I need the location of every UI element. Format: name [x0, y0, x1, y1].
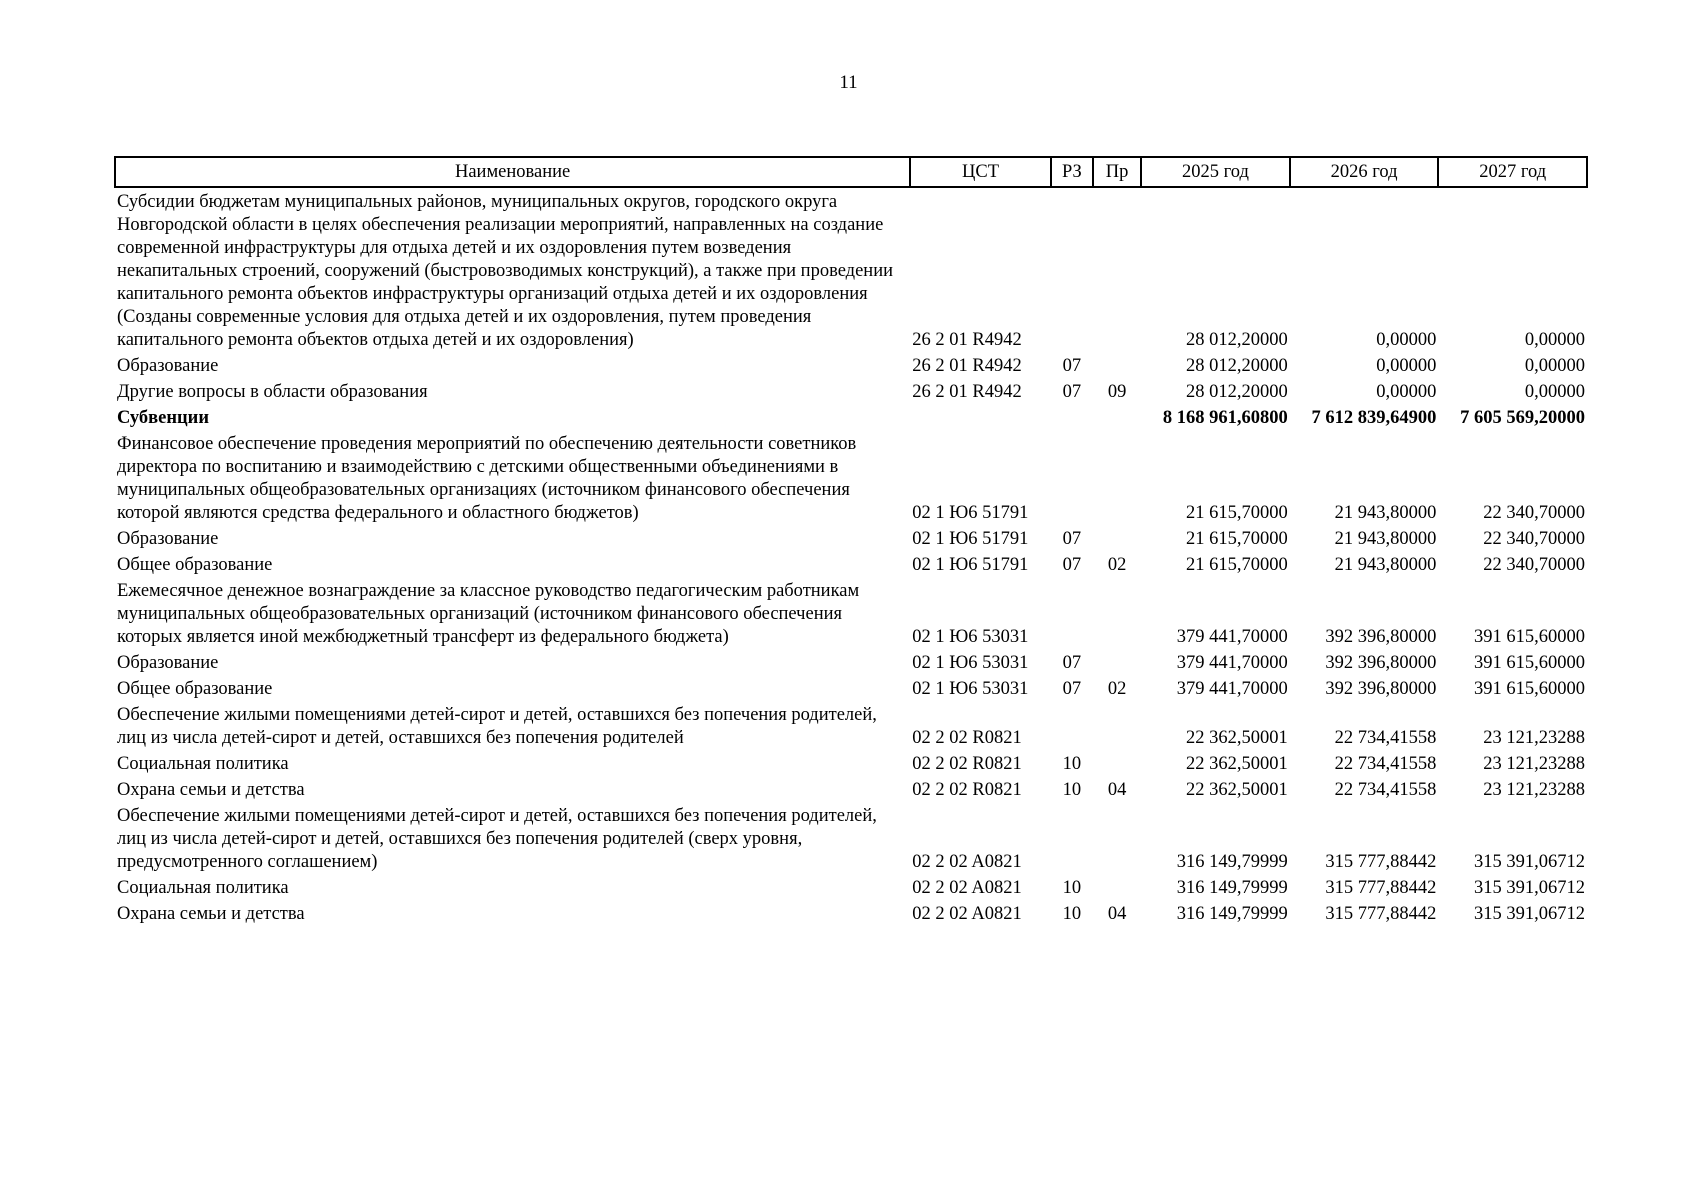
row-2026: 21 943,80000	[1334, 503, 1437, 523]
row-2025: 379 441,70000	[1176, 627, 1288, 647]
row-name: Социальная политика	[117, 878, 289, 898]
table-row	[115, 675, 1587, 701]
row-rz: 07	[1062, 529, 1082, 549]
row-2027: 0,00000	[1524, 382, 1585, 402]
row-name: Обеспечение жилыми помещениями детей-сирот и детей, оставшихся без попечения родителей, лиц из числа детей-сирот и детей, оставшихся без попечения родителей (сверх уровня, предусмотренного соглашением)	[117, 806, 877, 872]
row-cst: 26 2 01 R4942	[912, 382, 1022, 402]
header-cst: ЦСТ	[910, 157, 1051, 187]
row-rz: 10	[1062, 754, 1082, 774]
table-row	[115, 701, 1587, 750]
row-name: Общее образование	[117, 679, 273, 699]
row-name: Образование	[117, 356, 219, 376]
table-row	[115, 802, 1587, 874]
row-pr: 09	[1107, 382, 1127, 402]
header-name: Наименование	[115, 157, 910, 187]
row-2027: 22 340,70000	[1483, 503, 1585, 523]
table-row	[115, 577, 1587, 649]
row-2026: 0,00000	[1376, 356, 1437, 376]
row-2027: 0,00000	[1524, 330, 1585, 350]
row-cst: 26 2 01 R4942	[912, 330, 1022, 350]
row-cst: 02 2 02 A0821	[912, 878, 1022, 898]
row-2027: 315 391,06712	[1474, 904, 1585, 924]
row-name: Общее образование	[117, 555, 273, 575]
row-pr	[1093, 404, 1141, 430]
row-rz	[1051, 577, 1093, 649]
row-2025: 8 168 961,60800	[1162, 408, 1288, 428]
row-rz: 07	[1062, 653, 1082, 673]
row-rz	[1051, 802, 1093, 874]
row-name: Образование	[117, 653, 219, 673]
row-name: Субсидии бюджетам муниципальных районов, муниципальных округов, городского округа Новгородской области в целях обеспечения реализации мероприятий, направленных на создание современной инфраструктуры для отдыха детей и их оздоровления путем возведения некапитальных строений, сооружений (быстровозводимых конструкций), а также при проведении капитального ремонта объектов инфраструктуры организаций отдыха детей и их оздоровления (Созданы современные условия для отдыха детей и их оздоровления, путем проведения капитального ремонта объектов отдыха детей и их оздоровления)	[117, 192, 893, 350]
row-2025: 28 012,20000	[1186, 330, 1288, 350]
table-row	[115, 750, 1587, 776]
row-2025: 28 012,20000	[1186, 382, 1288, 402]
table-header-row	[115, 157, 1587, 187]
row-cst: 02 1 Ю6 51791	[912, 503, 1029, 523]
row-2027: 22 340,70000	[1483, 555, 1585, 575]
row-2025: 21 615,70000	[1186, 555, 1288, 575]
row-pr: 02	[1107, 679, 1127, 699]
page-number: 11	[839, 72, 858, 93]
row-pr	[1093, 430, 1141, 525]
header-2026: 2026 год	[1290, 157, 1439, 187]
row-2027: 22 340,70000	[1483, 529, 1585, 549]
row-cst: 02 2 02 R0821	[912, 728, 1022, 748]
table-row	[115, 352, 1587, 378]
row-2027: 23 121,23288	[1483, 728, 1585, 748]
row-pr	[1093, 577, 1141, 649]
table-row	[115, 525, 1587, 551]
row-2025: 316 149,79999	[1176, 852, 1288, 872]
table-row	[115, 874, 1587, 900]
table-row	[115, 430, 1587, 525]
budget-table	[114, 156, 1588, 926]
row-2025: 21 615,70000	[1186, 529, 1288, 549]
row-rz: 07	[1062, 555, 1082, 575]
row-2026: 315 777,88442	[1325, 904, 1437, 924]
row-2027: 391 615,60000	[1474, 627, 1585, 647]
row-rz: 07	[1062, 679, 1082, 699]
row-2026: 22 734,41558	[1334, 754, 1437, 774]
row-cst: 02 1 Ю6 53031	[912, 653, 1029, 673]
row-pr	[1093, 649, 1141, 675]
row-rz	[1051, 187, 1093, 352]
table-row	[115, 776, 1587, 802]
row-name: Охрана семьи и детства	[117, 904, 305, 924]
row-rz: 07	[1062, 382, 1082, 402]
row-2026: 392 396,80000	[1325, 627, 1437, 647]
row-2026: 315 777,88442	[1325, 852, 1437, 872]
row-rz: 10	[1062, 904, 1082, 924]
table-row	[115, 900, 1587, 926]
row-rz: 07	[1062, 356, 1082, 376]
row-2025: 316 149,79999	[1176, 904, 1288, 924]
row-2026: 392 396,80000	[1325, 653, 1437, 673]
row-pr	[1093, 352, 1141, 378]
row-2026: 7 612 839,64900	[1311, 408, 1437, 428]
row-rz	[1051, 404, 1093, 430]
row-rz	[1051, 701, 1093, 750]
row-pr: 04	[1107, 780, 1127, 800]
row-2027: 391 615,60000	[1474, 653, 1585, 673]
row-name: Охрана семьи и детства	[117, 780, 305, 800]
row-cst: 26 2 01 R4942	[912, 356, 1022, 376]
table-row	[115, 378, 1587, 404]
row-name: Обеспечение жилыми помещениями детей-сирот и детей, оставшихся без попечения родителей, лиц из числа детей-сирот и детей, оставшихся без попечения родителей	[117, 705, 877, 748]
table-row-total	[115, 404, 1587, 430]
row-pr	[1093, 525, 1141, 551]
header-2027: 2027 год	[1438, 157, 1587, 187]
row-2026: 21 943,80000	[1334, 529, 1437, 549]
row-2026: 22 734,41558	[1334, 780, 1437, 800]
header-rz: РЗ	[1051, 157, 1093, 187]
row-2026: 0,00000	[1376, 382, 1437, 402]
row-name: Субвенции	[117, 408, 209, 428]
table-row	[115, 649, 1587, 675]
row-2027: 391 615,60000	[1474, 679, 1585, 699]
row-pr	[1093, 187, 1141, 352]
row-name: Другие вопросы в области образования	[117, 382, 428, 402]
row-2027: 23 121,23288	[1483, 754, 1585, 774]
row-2026: 22 734,41558	[1334, 728, 1437, 748]
row-pr	[1093, 701, 1141, 750]
row-cst: 02 1 Ю6 53031	[912, 627, 1029, 647]
header-pr: Пр	[1093, 157, 1141, 187]
row-cst: 02 2 02 R0821	[912, 754, 1022, 774]
row-2025: 28 012,20000	[1186, 356, 1288, 376]
row-2025: 22 362,50001	[1186, 780, 1288, 800]
row-cst: 02 2 02 A0821	[912, 852, 1022, 872]
row-2025: 22 362,50001	[1186, 754, 1288, 774]
row-pr: 02	[1107, 555, 1127, 575]
row-2025: 379 441,70000	[1176, 679, 1288, 699]
row-pr	[1093, 802, 1141, 874]
row-name: Финансовое обеспечение проведения мероприятий по обеспечению деятельности советников директора по воспитанию и взаимодействию с детскими общественными объединениями в муниципальных общеобразовательных организациях (источником финансового обеспечения которой являются средства федерального и областного бюджетов)	[117, 434, 857, 523]
row-2026: 21 943,80000	[1334, 555, 1437, 575]
row-2027: 315 391,06712	[1474, 878, 1585, 898]
row-cst	[910, 404, 1051, 430]
row-rz: 10	[1062, 780, 1082, 800]
row-rz: 10	[1062, 878, 1082, 898]
row-cst: 02 2 02 A0821	[912, 904, 1022, 924]
row-pr	[1093, 874, 1141, 900]
row-2025: 379 441,70000	[1176, 653, 1288, 673]
row-2026: 392 396,80000	[1325, 679, 1437, 699]
row-name: Ежемесячное денежное вознаграждение за классное руководство педагогическим работникам муниципальных общеобразовательных организаций (источником финансового обеспечения которых является иной межбюджетный трансферт из федерального бюджета)	[117, 581, 860, 647]
row-cst: 02 2 02 R0821	[912, 780, 1022, 800]
row-2025: 22 362,50001	[1186, 728, 1288, 748]
row-2027: 7 605 569,20000	[1460, 408, 1585, 428]
row-name: Образование	[117, 529, 219, 549]
row-cst: 02 1 Ю6 53031	[912, 679, 1029, 699]
row-2025: 21 615,70000	[1186, 503, 1288, 523]
row-2025: 316 149,79999	[1176, 878, 1288, 898]
row-cst: 02 1 Ю6 51791	[912, 529, 1029, 549]
row-pr	[1093, 750, 1141, 776]
header-2025: 2025 год	[1141, 157, 1290, 187]
row-2027: 0,00000	[1524, 356, 1585, 376]
row-2026: 0,00000	[1376, 330, 1437, 350]
row-2027: 315 391,06712	[1474, 852, 1585, 872]
row-pr: 04	[1107, 904, 1127, 924]
row-rz	[1051, 430, 1093, 525]
row-2027: 23 121,23288	[1483, 780, 1585, 800]
table-row	[115, 551, 1587, 577]
row-name: Социальная политика	[117, 754, 289, 774]
row-2026: 315 777,88442	[1325, 878, 1437, 898]
table-row	[115, 187, 1587, 352]
row-cst: 02 1 Ю6 51791	[912, 555, 1029, 575]
